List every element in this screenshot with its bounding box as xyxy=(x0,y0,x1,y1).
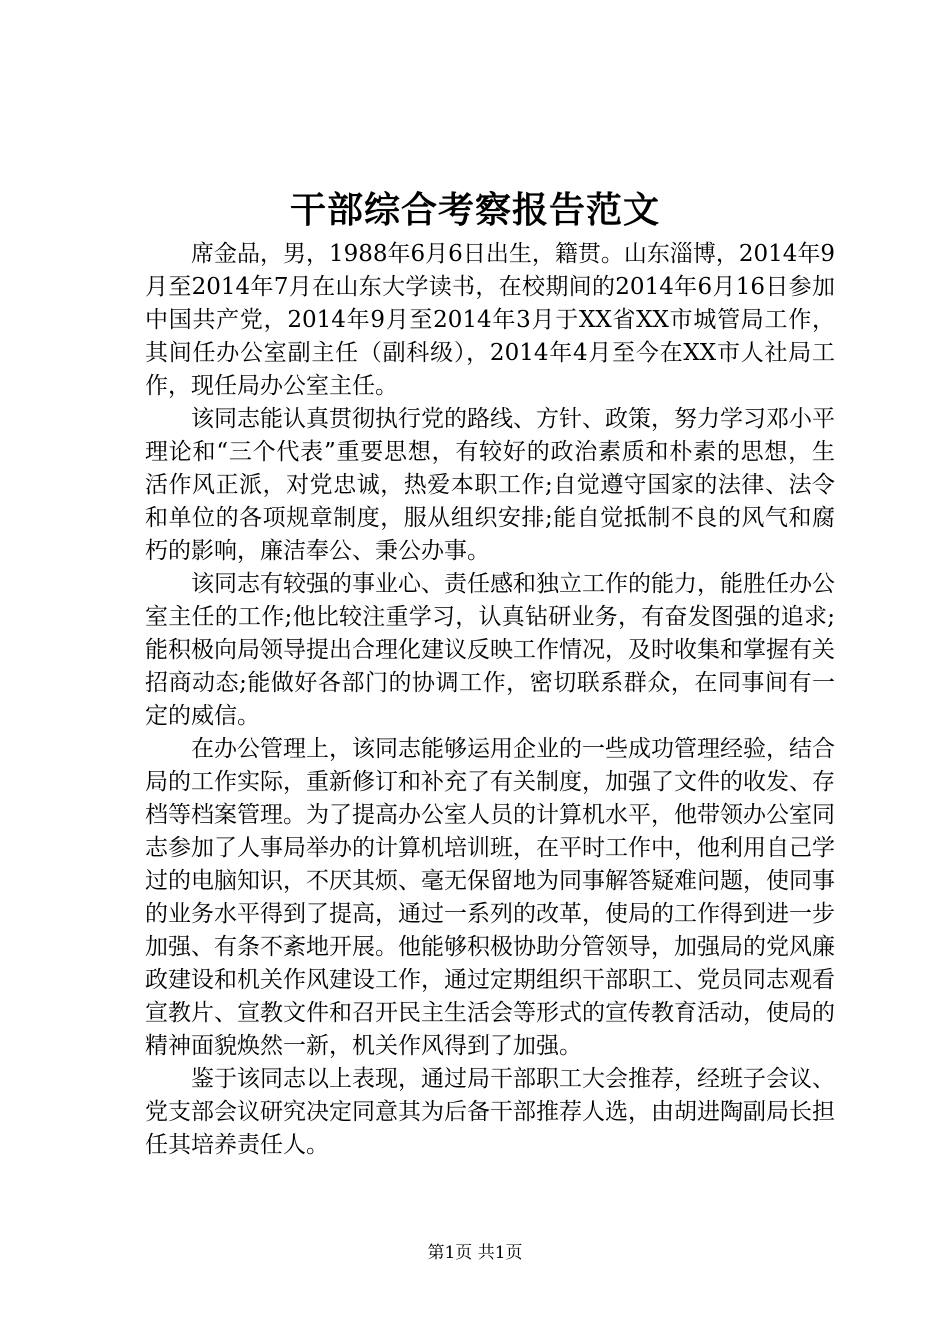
document-body xyxy=(145,238,835,1162)
paragraph-political-quality: 该同志能认真贯彻执行党的路线、方针、政策，努力学习邓小平理论和“三个代表”重要思想，有较好的政治素质和朴素的思想，生活作风正派，对党忠诚，热爱本职工作;自觉遵守国家的法律、法令和单位的各项规章制度，服从组织安排;能自觉抵制不良的风气和腐朽的影响，廉洁奉公、秉公办事。 xyxy=(145,406,835,564)
paragraph-personal-info: 席金品，男，1988年6月6日出生，籍贯。山东淄博，2014年9月至2014年7月在山东大学读书，在校期间的2014年6月16日参加中国共产党，2014年9月至2014年3月于XX省XX市城管局工作，其间任办公室副主任（副科级），2014年4月至今在XX市人社局工作，现任局办公室主任。 xyxy=(145,241,835,399)
document-title: 干部综合考察报告范文 xyxy=(289,189,660,231)
paragraph-work-ability: 该同志有较强的事业心、责任感和独立工作的能力，能胜任办公室主任的工作;他比较注重学习，认真钻研业务，有奋发图强的追求;能积极向局领导提出合理化建议反映工作情况，及时收集和掌握有关招商动态;能做好各部门的协调工作，密切联系群众，在同事间有一定的威信。 xyxy=(145,571,835,729)
paragraph-recommendation: 鉴于该同志以上表现，通过局干部职工大会推荐，经班子会议、党支部会议研究决定同意其为后备干部推荐人选，由胡进陶副局长担任其培养责任人。 xyxy=(145,1066,835,1158)
paragraph-office-management: 在办公管理上，该同志能够运用企业的一些成功管理经验，结合局的工作实际，重新修订和补充了有关制度，加强了文件的收发、存档等档案管理。为了提高办公室人员的计算机水平，他带领办公室同志参加了人事局举办的计算机培训班，在平时工作中，他利用自己学过的电脑知识，不厌其烦、毫无保留地为同事解答疑难问题，使同事的业务水平得到了提高，通过一系列的改革，使局的工作得到进一步加强、有条不紊地开展。他能够积极协助分管领导，加强局的党风廉政建设和机关作风建设工作，通过定期组织干部职工、党员同志观看宣教片、宣教文件和召开民主生活会等形式的宣传教育活动，使局的精神面貌焕然一新，机关作风得到了加强。 xyxy=(145,736,835,1059)
page-footer: 第1页 共1页 xyxy=(427,1243,523,1263)
